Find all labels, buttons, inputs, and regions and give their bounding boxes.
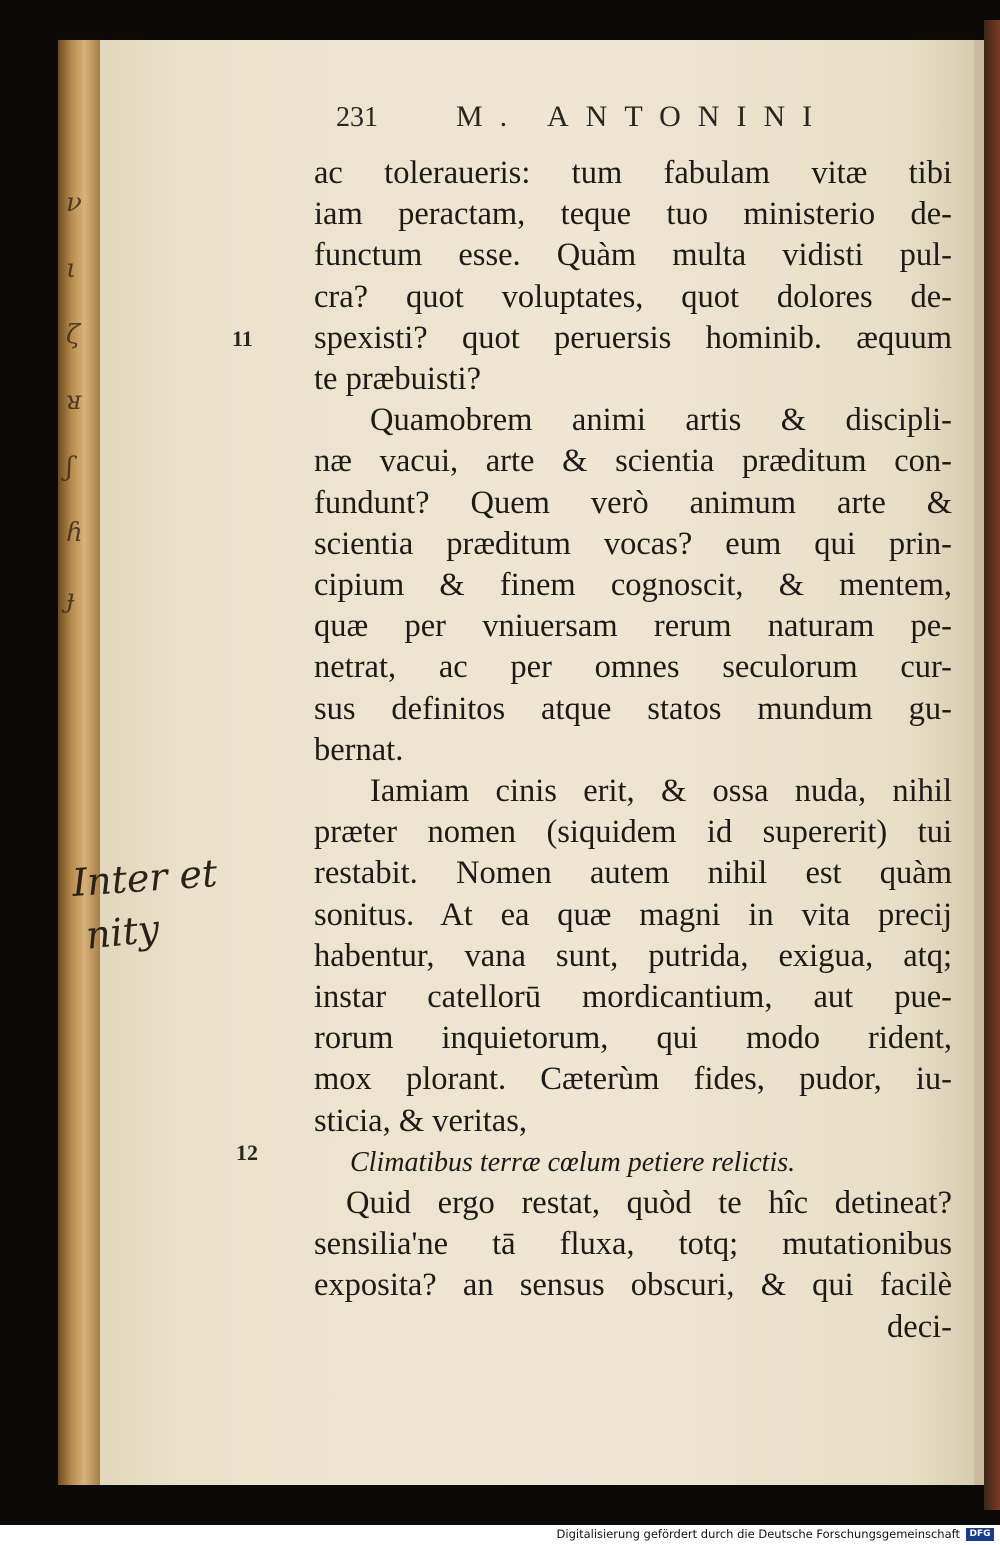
running-header bbox=[0, 102, 1000, 142]
text-line: næ vacui, arte & scientia præditum con- bbox=[314, 443, 952, 480]
text-line: fundunt? Quem verò animum arte & bbox=[314, 484, 952, 521]
text-line: Quid ergo restat, quòd te hîc detineat? bbox=[346, 1185, 952, 1222]
text-line: functum esse. Quàm multa vidisti pul- bbox=[314, 237, 952, 274]
text-line: netrat, ac per omnes seculorum cur- bbox=[314, 649, 952, 686]
text-line: ac toleraueris: tum fabulam vitæ tibi bbox=[314, 155, 952, 191]
text-line: sticia, & veritas, bbox=[314, 1102, 527, 1139]
text-line: habentur, vana sunt, putrida, exigua, atq; bbox=[314, 937, 952, 974]
text-line: instar catellorū mordicantium, aut pue- bbox=[314, 979, 952, 1016]
text-line: restabit. Nomen autem nihil est quàm bbox=[314, 855, 952, 892]
dfg-logo: DFG bbox=[966, 1528, 994, 1541]
folio-number: 231 bbox=[336, 102, 378, 133]
catchword: deci- bbox=[887, 1308, 952, 1345]
handwritten-annotation: Inter et bbox=[70, 850, 219, 906]
text-line: bernat. bbox=[314, 731, 404, 768]
text-line: Iamiam cinis erit, & ossa nuda, nihil bbox=[370, 773, 952, 810]
page-right-edge bbox=[984, 20, 1000, 1510]
text-line: quæ per vniuersam rerum naturam pe- bbox=[314, 608, 952, 645]
funding-credit: Digitalisierung gefördert durch die Deutsche Forschungsgemeinschaft bbox=[556, 1527, 960, 1541]
text-line: rorum inquietorum, qui modo rident, bbox=[314, 1020, 952, 1057]
margin-section-number: 12 bbox=[236, 1140, 258, 1165]
text-line: sonitus. At ea quæ magni in vita precij bbox=[314, 896, 952, 933]
text-line: spexisti? quot peruersis hominib. æquum bbox=[314, 319, 952, 356]
text-line: cra? quot voluptates, quot dolores de- bbox=[314, 278, 952, 315]
running-title: M. ANTONINI bbox=[456, 100, 830, 133]
verse-quotation: Climatibus terræ cœlum petiere relictis. bbox=[350, 1146, 796, 1178]
text-line: cipium & finem cognoscit, & mentem, bbox=[314, 567, 952, 604]
text-line: exposita? an sensus obscuri, & qui facilè bbox=[314, 1267, 952, 1304]
body-text bbox=[314, 153, 952, 1348]
margin-section-number: 11 bbox=[232, 326, 253, 351]
text-line: mox plorant. Cæterùm fides, pudor, iu- bbox=[314, 1061, 952, 1098]
digitization-footer bbox=[0, 1525, 1000, 1545]
text-line: scientia præditum vocas? eum qui prin- bbox=[314, 525, 952, 562]
text-line: Quamobrem animi artis & discipli- bbox=[370, 402, 952, 439]
margin-scrawl-decoration: ν ι ζ ᴚ ʃ ɦ ɟ bbox=[66, 188, 83, 614]
text-line: sus definitos atque statos mundum gu- bbox=[314, 690, 952, 727]
text-line: sensilia'ne tā fluxa, totq; mutationibus bbox=[314, 1226, 952, 1263]
text-line: præter nomen (siquidem id supererit) tui bbox=[314, 814, 952, 851]
text-line: iam peractam, teque tuo ministerio de- bbox=[314, 196, 952, 233]
handwritten-annotation: nity bbox=[83, 906, 162, 958]
text-line: te præbuisti? bbox=[314, 361, 481, 398]
